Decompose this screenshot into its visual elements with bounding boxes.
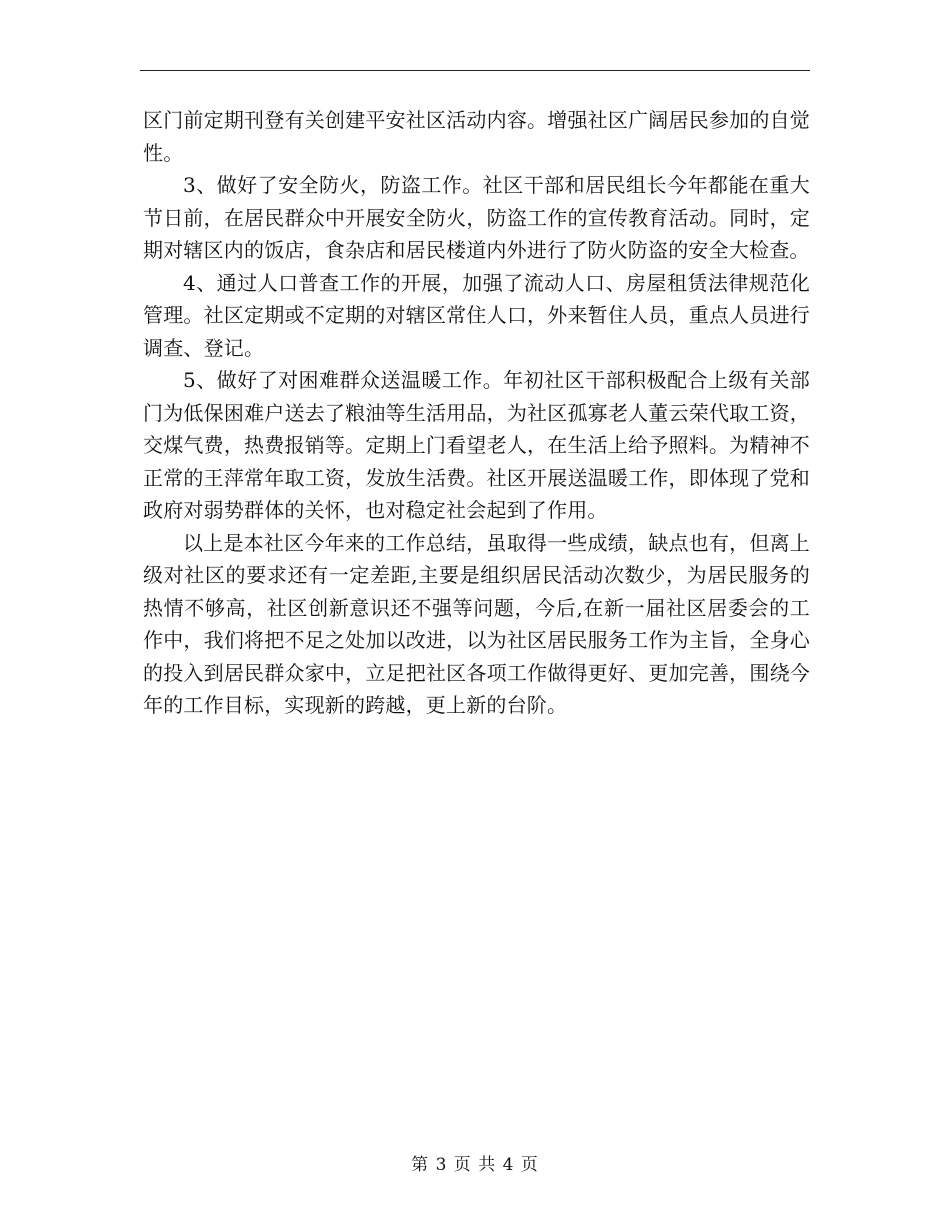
paragraph-fire-theft-prevention: 3、做好了安全防火，防盗工作。社区干部和居民组长今年都能在重大节日前，在居民群众中开展安全防火，防盗工作的宣传教育活动。同时，定期对辖区内的饭店，食杂店和居民楼道内外进行了防火防盗的安全大检查。: [143, 173, 810, 262]
paragraph-summary: 以上是本社区今年来的工作总结，虽取得一些成绩，缺点也有，但离上级对社区的要求还有一定差距,主要是组织居民活动次数少，为居民服务的热情不够高，社区创新意识还不强等问题，今后,在新一届社区居委会的工作中，我们将把不足之处加以改进，以为社区居民服务工作为主旨，全身心的投入到居民群众家中，立足把社区各项工作做得更好、更加完善，围绕今年的工作目标，实现新的跨越，更上新的台阶。: [143, 530, 810, 717]
page-footer: 第 3 页 共 4 页: [411, 1155, 539, 1175]
paragraph-census-management: 4、通过人口普查工作的开展，加强了流动人口、房屋租赁法律规范化管理。社区定期或不定期的对辖区常住人口，外来暂住人员，重点人员进行调查、登记。: [143, 270, 810, 360]
document-body: [143, 104, 810, 722]
header-rule: [140, 70, 810, 71]
paragraph-warmth-delivery: 5、做好了对困难群众送温暖工作。年初社区干部积极配合上级有关部门为低保困难户送去了粮油等生活用品，为社区孤寡老人董云荣代取工资，交煤气费，热费报销等。定期上门看望老人，在生活上给予照料。为精神不正常的王萍常年取工资，发放生活费。社区开展送温暖工作，即体现了党和政府对弱势群体的关怀，也对稳定社会起到了作用。: [143, 368, 810, 522]
paragraph-continuation: 区门前定期刊登有关创建平安社区活动内容。增强社区广阔居民参加的自觉性。: [143, 108, 810, 165]
